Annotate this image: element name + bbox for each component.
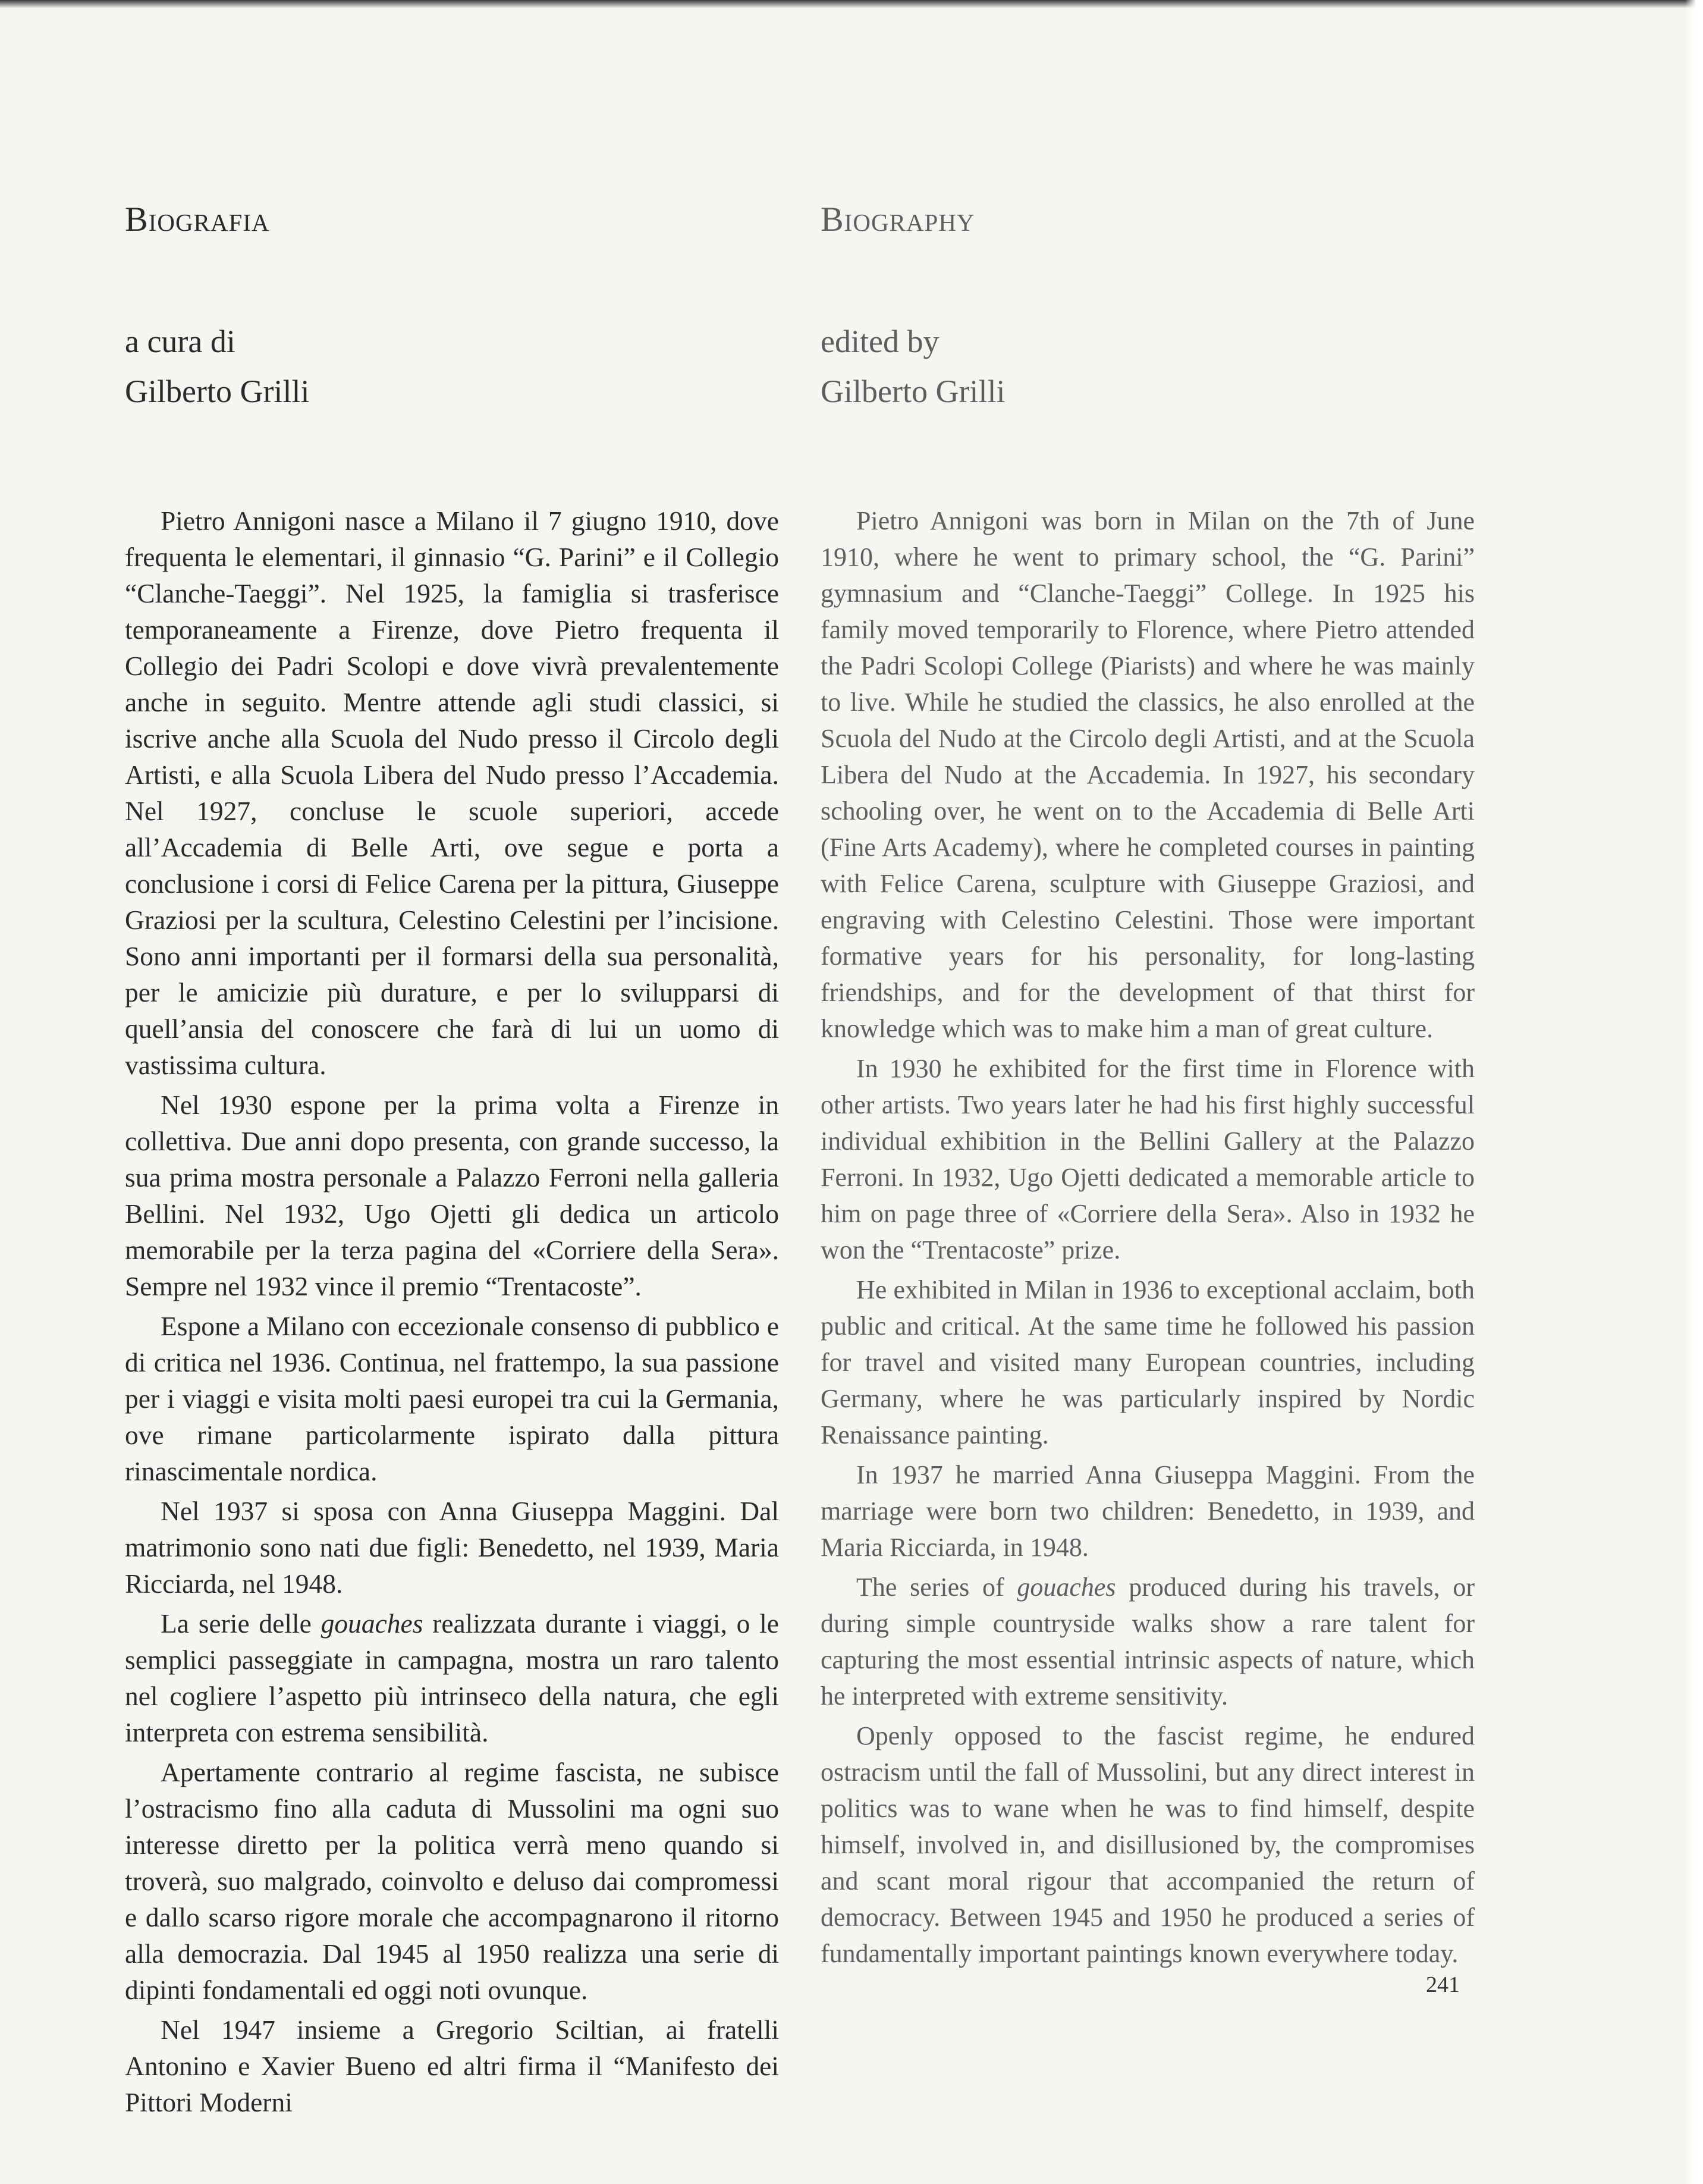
english-heading: Biography	[821, 200, 975, 239]
italian-curator-line2: Gilberto Grilli	[125, 374, 310, 409]
page-right-edge	[1685, 0, 1703, 2184]
italian-paragraph: Pietro Annigoni nasce a Milano il 7 giugno 1910, dove frequenta le elementari, il ginnasio “G. Parini” e il Collegio “Clanche-Taeggi”. Nel 1925, la famiglia si trasferisce temporaneamente a Firenze, dove Pietro frequenta il Collegio dei Padri Scolopi e dove vivrà prevalentemente anche in seguito. Mentre attende agli studi classici, si iscrive anche alla Scuola del Nudo presso il Circolo degli Artisti, e alla Scuola Libera del Nudo presso l’Accademia. Nel 1927, concluse le scuole superiori, accede all’Accademia di Belle Arti, ove segue e porta a conclusione i corsi di Felice Carena per la pittura, Giuseppe Graziosi per la scultura, Celestino Celestini per l’incisione. Sono anni importanti per il formarsi della sua personalità, per le amicizie più durature, e per lo svilupparsi di quell’ansia del conoscere che farà di lui un uomo di vastissima cultura.	[125, 506, 779, 1080]
italian-paragraph: Nel 1947 insieme a Gregorio Sciltian, ai fratelli Antonino e Xavier Bueno ed altri firma il “Manifesto dei Pittori Moderni	[125, 2014, 779, 2117]
page-top-shadow	[0, 0, 1703, 8]
english-paragraph: Pietro Annigoni was born in Milan on the 7th of June 1910, where he went to primary school, the “G. Parini” gymnasium and “Clanche-Taeggi” College. In 1925 his family moved temporarily to Florence, where Pietro attended the Padri Scolopi College (Piarists) and where he was mainly to live. While he studied the classics, he also enrolled at the Scuola del Nudo at the Circolo degli Artisti, and at the Scuola Libera del Nudo at the Accademia. In 1927, his secondary schooling over, he went on to the Accademia di Belle Arti (Fine Arts Academy), where he completed courses in painting with Felice Carena, sculpture with Giuseppe Graziosi, and engraving with Celestino Celestini. Those were important formative years for his personality, for long-lasting friendships, and for the development of that thirst for knowledge which was to make him a man of great culture.	[821, 506, 1475, 1043]
gouaches-italic: gouaches	[321, 1608, 423, 1639]
english-paragraph: Openly opposed to the fascist regime, he endured ostracism until the fall of Mussolini, but any direct interest in politics was to wane when he was to find himself, despite himself, involved in, and disillusioned by, the compromises and scant moral rigour that accompanied the return of democracy. Between 1945 and 1950 he produced a series of fundamentally important paintings known everywhere today.	[821, 1721, 1475, 1968]
italian-paragraph: La serie delle gouaches realizzata durante i viaggi, o le semplici passeggiate in campagna, mostra un raro talento nel cogliere l’aspetto più intrinseco della natura, che egli interpreta con estrema sensibilità.	[125, 1608, 779, 1747]
english-curator-line2: Gilberto Grilli	[821, 374, 1006, 409]
italian-paragraph: Nel 1930 espone per la prima volta a Firenze in collettiva. Due anni dopo presenta, con grande successo, la sua prima mostra personale a Palazzo Ferroni nella galleria Bellini. Nel 1932, Ugo Ojetti gli dedica un articolo memorabile per la terza pagina del «Corriere della Sera». Sempre nel 1932 vince il premio “Trentacoste”.	[125, 1090, 779, 1301]
italian-curator-line1: a cura di	[125, 324, 235, 359]
english-paragraph: The series of gouaches produced during his travels, or during simple countryside walks show a rare talent for capturing the most essential intrinsic aspects of nature, which he interpreted with extreme sensitivity.	[821, 1573, 1475, 1711]
english-curator-line1: edited by	[821, 324, 940, 359]
gouaches-italic: gouaches	[1017, 1573, 1116, 1602]
italian-paragraph: Espone a Milano con eccezionale consenso di pubblico e di critica nel 1936. Continua, nel frattempo, la sua passione per i viaggi e visita molti paesi europei tra cui la Germania, ove rimane particolarmente ispirato dalla pittura rinascimentale nordica.	[125, 1311, 779, 1486]
italian-column	[125, 199, 779, 2117]
italian-heading: Biografia	[125, 200, 270, 239]
italian-paragraph: Nel 1937 si sposa con Anna Giuseppa Maggini. Dal matrimonio sono nati due figli: Benedetto, nel 1939, Maria Ricciarda, nel 1948.	[125, 1496, 779, 1599]
italian-paragraph: Apertamente contrario al regime fascista, ne subisce l’ostracismo fino alla caduta di Mussolini ma ogni suo interesse diretto per la politica verrà meno quando si troverà, suo malgrado, coinvolto e deluso dai compromessi e dallo scarso rigore morale che accompagnarono il ritorno alla democrazia. Dal 1945 al 1950 realizza una serie di dipinti fondamentali ed oggi noti ovunque.	[125, 1757, 779, 2005]
page-number: 241	[1426, 1972, 1460, 1997]
english-body	[821, 503, 1475, 1975]
english-curator	[821, 316, 1475, 416]
english-column	[821, 199, 1475, 1968]
italian-body	[125, 503, 779, 2124]
english-paragraph: In 1937 he married Anna Giuseppa Maggini. From the marriage were born two children: Benedetto, in 1939, and Maria Ricciarda, in 1948.	[821, 1460, 1475, 1562]
english-paragraph: He exhibited in Milan in 1936 to exceptional acclaim, both public and critical. At the same time he followed his passion for travel and visited many European countries, including Germany, where he was particularly inspired by Nordic Renaissance painting.	[821, 1275, 1475, 1449]
italian-curator	[125, 316, 779, 416]
english-paragraph: In 1930 he exhibited for the first time in Florence with other artists. Two years later he had his first highly successful individual exhibition in the Bellini Gallery at the Palazzo Ferroni. In 1932, Ugo Ojetti dedicated a memorable article to him on page three of «Corriere della Sera». Also in 1932 he won the “Trentacoste” prize.	[821, 1054, 1475, 1264]
